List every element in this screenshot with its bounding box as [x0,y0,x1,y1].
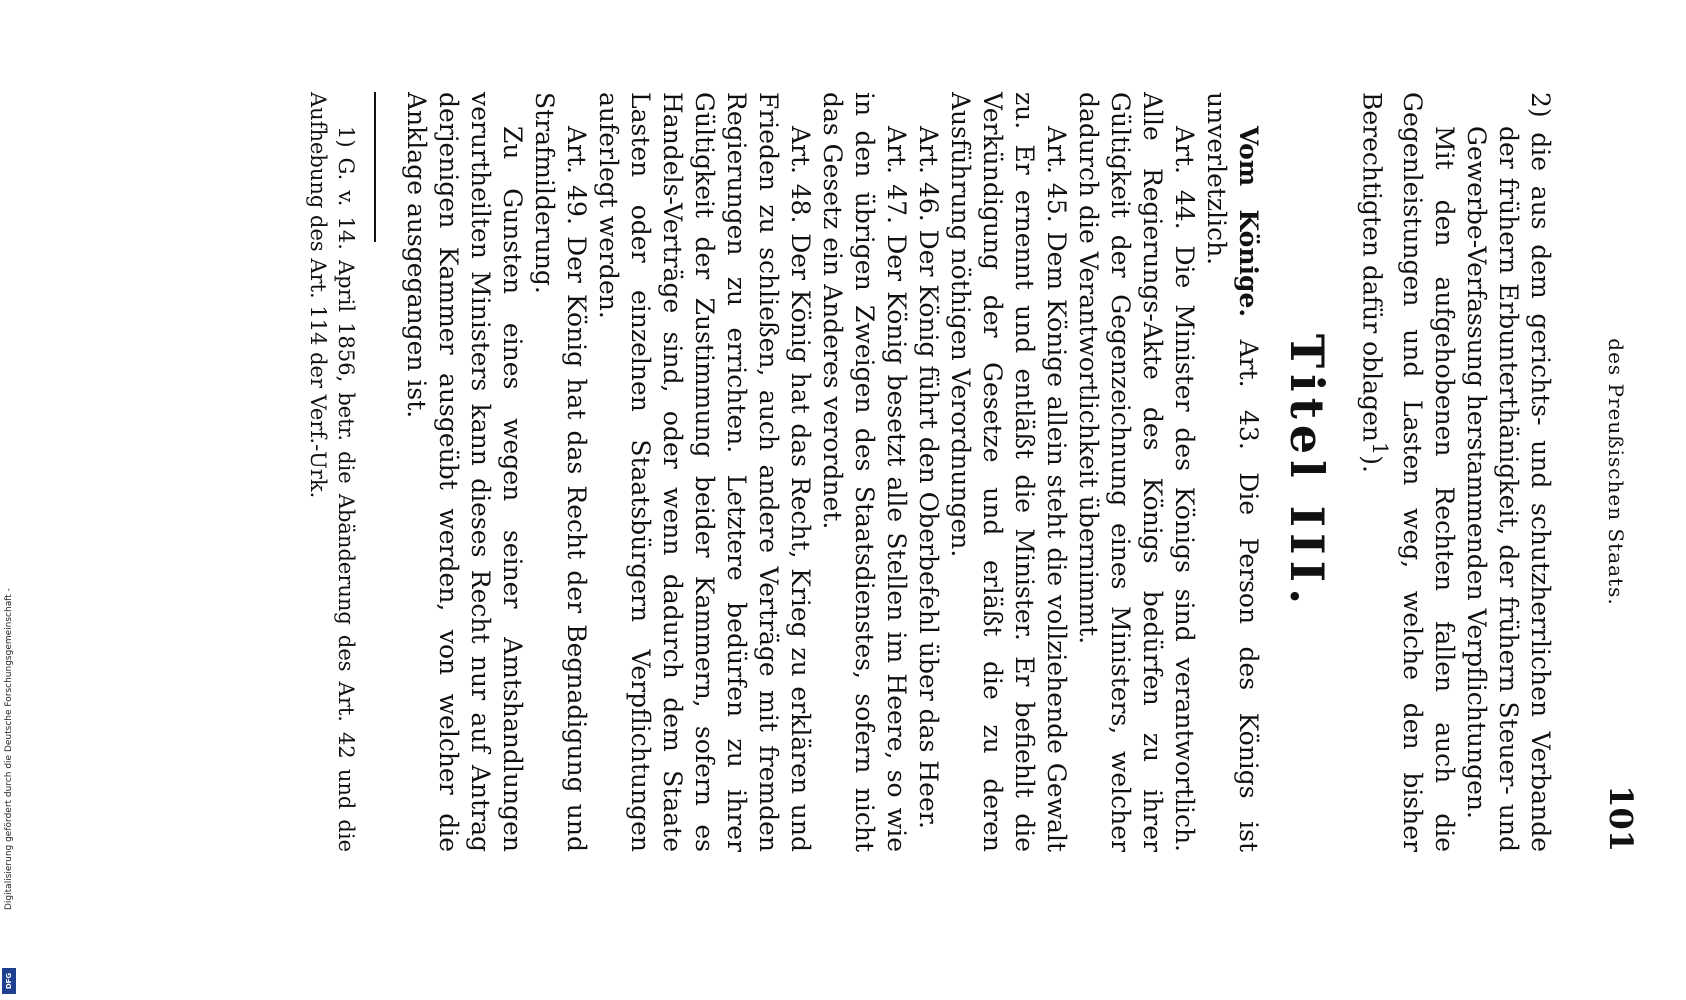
digitization-credit: Digitalisierung gefördert durch die Deutsche Forschungsgemeinschaft - [4,588,14,910]
dfg-logo-text: DFG [5,972,13,990]
footnote: 1) G. v. 14. April 1856, betr. die Abänderung des Art. 42 und die Aufhebung des Art. 114 der Verf.-Urk. [305,92,358,852]
running-head: des Preußischen Staats. [1604,338,1628,606]
paragraph-counterclaims [1356,92,1460,852]
article-46: Art. 46. Der König führt den Oberbefehl über das Heer. [913,126,943,829]
article-44: Art. 44. Die Minister des Königs sind verantwortlich. Alle Regierungs-Akte des Königs bedürfen zu ihrer Gültigkeit der Gegenzeichnung eines Ministers, welcher dadurch die Verantwortlichkeit übernimmt. [1073,92,1199,852]
article-47: Art. 47. Der König besetzt alle Stellen im Heere, so wie in den übrigen Zweigen des Staatsdienstes, sofern nicht das Gesetz ein Anderes verordnet. [817,92,911,852]
page-header [1596,92,1646,852]
dfg-logo-icon [2,968,16,994]
paragraph-text: Mit den aufgehobenen Rechten fallen auch die Gegenleistungen und Lasten weg, welche den bisher Berechtigten dafür oblagen [1357,92,1459,852]
article-43 [1200,92,1264,852]
footnote-marker: 1 [1368,441,1392,456]
list-item-2: 2) die aus dem gerichts- und schutzherrlichen Verbande der frühern Erbunterthänigkeit, der frühern Steuer- und Gewerbe-Verfassung herstammenden Verpflichtungen. [1462,92,1555,852]
paragraph-end: ). [1357,455,1387,473]
article-45: Art. 45. Dem Könige allein steht die vollziehende Gewalt zu. Er ernennt und entläßt die Minister. Er befiehlt die Verkündigung der Gesetze und erläßt die zu deren Ausführung nöthigen Verordnungen. [945,92,1071,852]
page-body [304,92,1556,852]
article-43-text: Art. 43. Die Person des Königs ist unverletzlich. [1201,92,1263,852]
article-48: Art. 48. Der König hat das Recht, Krieg zu erklären und Frieden zu schließen, auch andere Verträge mit fremden Regierungen zu errichten. Letztere bedürfen zu ihrer Gültigkeit der Zustimmung beider Kammern, sofern es Handels-Verträge sind, oder wenn dadurch dem Staate Lasten oder einzelnen Staatsbürgern Verpflichtungen auferlegt werden. [593,92,815,852]
article-49-continued: Zu Gunsten eines wegen seiner Amtshandlungen verurtheilten Ministers kann dieses Recht nur auf Antrag derjenigen Kammer ausgeübt werden, von welcher die Anklage ausgegangen ist. [401,92,527,852]
article-49: Art. 49. Der König hat das Recht der Begnadigung und Strafmilderung. [529,92,591,852]
footnote-divider [374,92,376,242]
title-heading: Titel III. [1279,333,1334,611]
section-heading: Vom Könige. [1233,126,1263,318]
page-number: 101 [1602,785,1640,852]
